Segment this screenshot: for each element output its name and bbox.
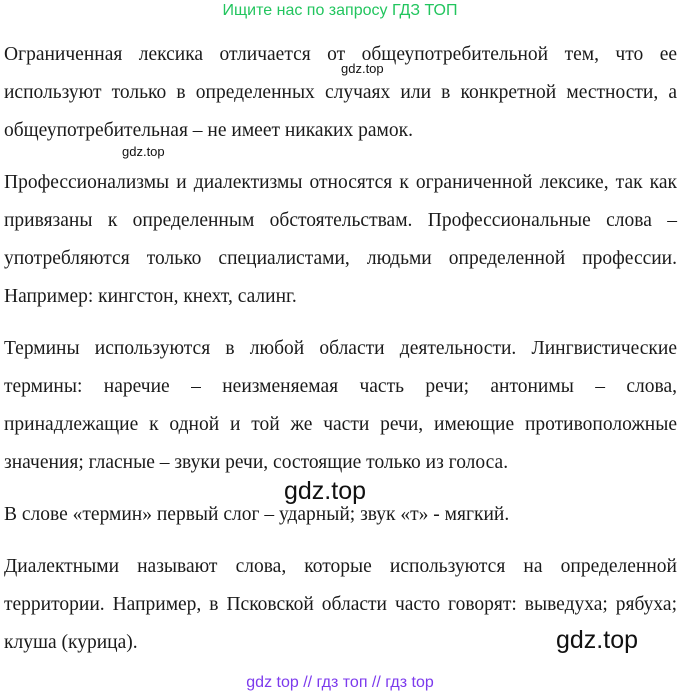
paragraph-restricted-vocabulary: Ограниченная лексика отличается от общеупотребительной тем, что ее используют только в определенных случаях или в конкретной местности, а общеупотребительная – не имеет никаких рамок. [4,44,677,141]
paragraph-terms: Термины используются в любой области деятельности. Лингвистические термины: наречие – неизменяемая часть речи; антонимы – слова, принадлежащие к одной и той же части речи, имеющие противоположные значения; гласные – звуки речи, состоящие только из голоса. [4,338,677,473]
watermark-small: gdz.top [122,144,165,159]
watermark-small: gdz.top [341,61,384,76]
top-banner: Ищите нас по запросу ГДЗ ТОП [222,2,458,19]
watermark-large: gdz.top [556,626,639,654]
paragraph-term-word: В слове «термин» первый слог – ударный; звук «т» - мягкий. [4,504,510,525]
answer-text [4,36,677,662]
footer-watermark: gdz top // гдз топ // гдз top [246,674,434,691]
paragraph-dialectisms: Диалектными называют слова, которые используются на определенной территории. Например, в Псковской области часто говорят: выведуха; рябуха; клуша (курица). [4,556,677,653]
paragraph-professionalisms: Профессионализмы и диалектизмы относятся к ограниченной лексике, так как привязаны к определенным обстоятельствам. Профессиональные слова – употребляются только специалистами, людьми определенной профессии. Например: кингстон, кнехт, салинг. [4,172,677,307]
watermark-large: gdz.top [284,477,367,505]
